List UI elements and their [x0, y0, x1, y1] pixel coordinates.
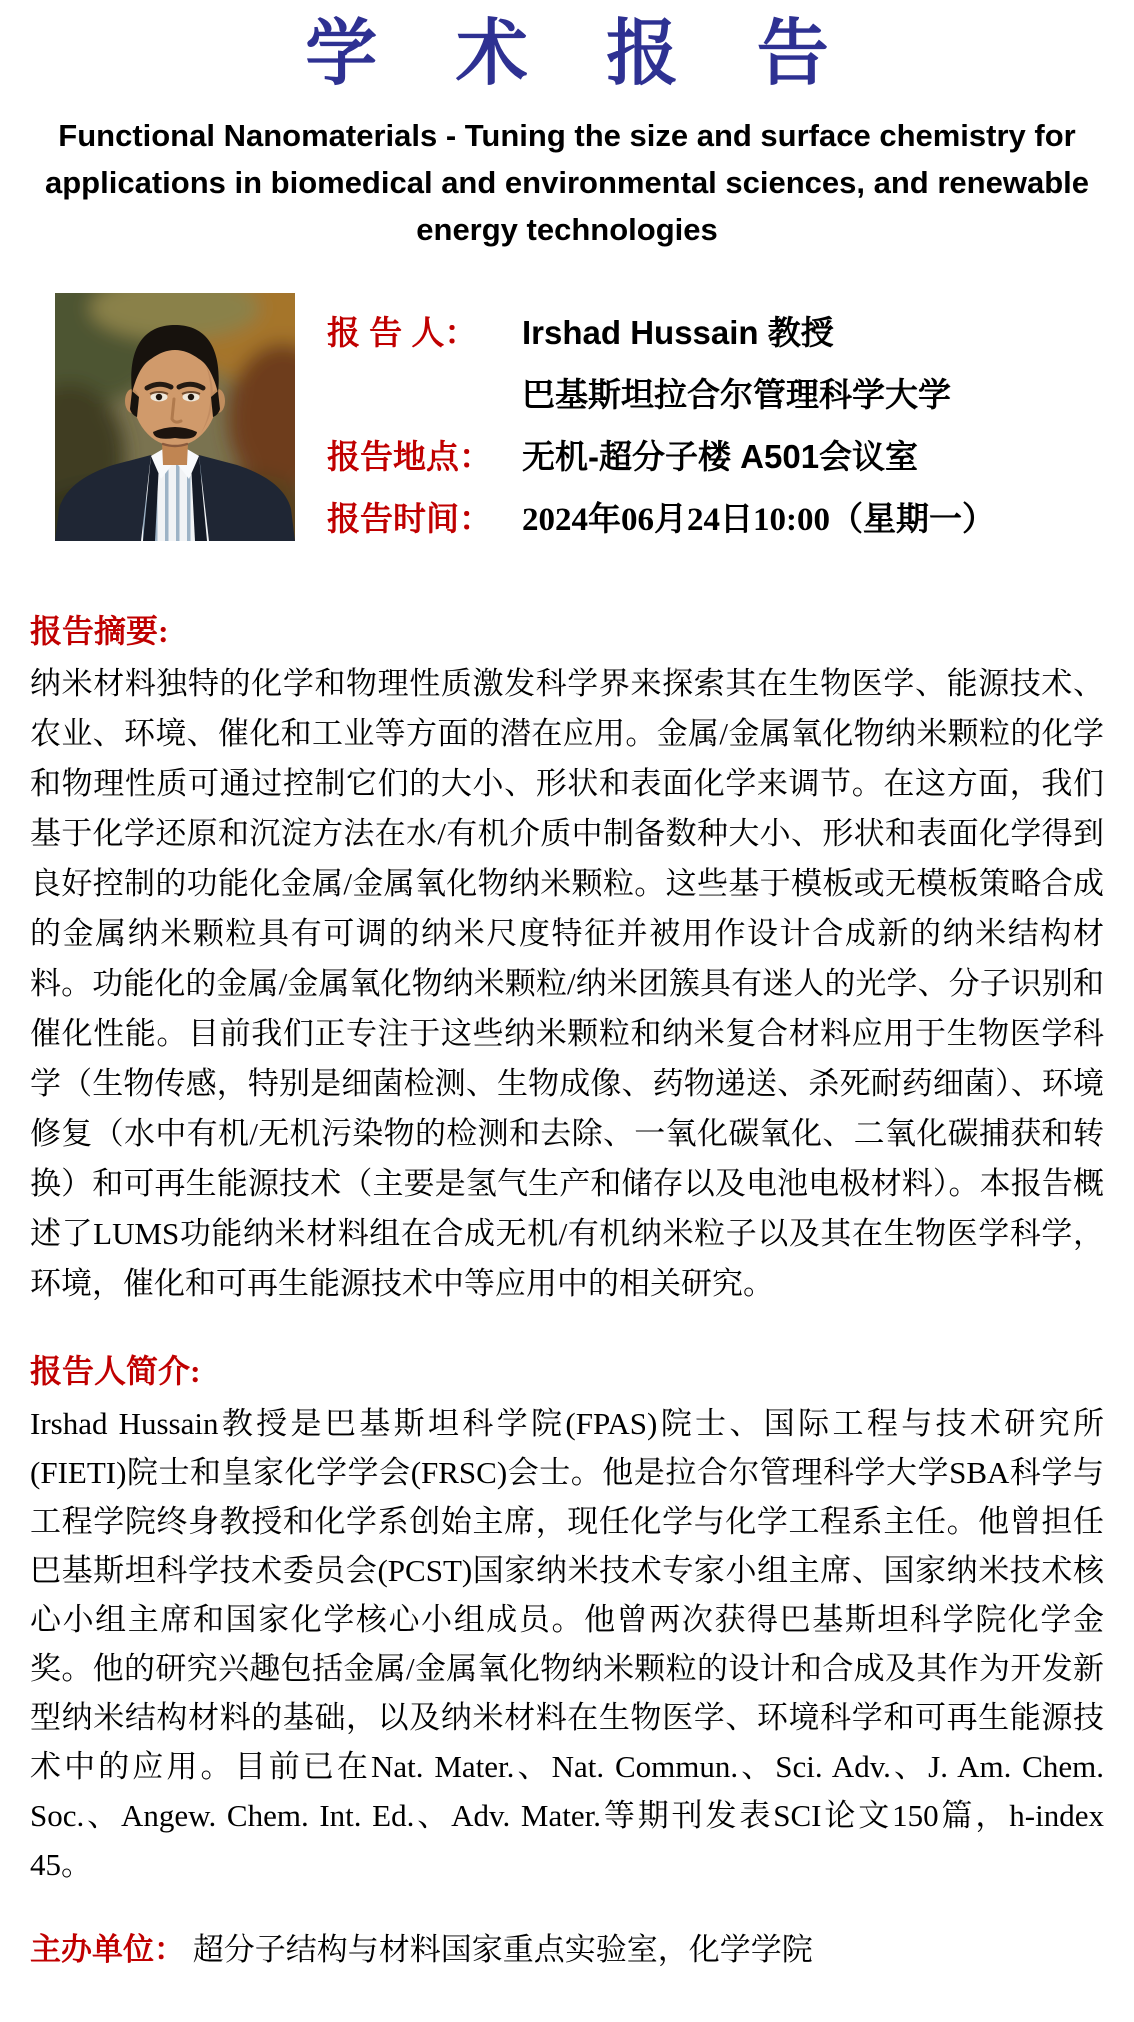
speaker-line — [327, 299, 995, 361]
speaker-portrait-illustration — [55, 293, 295, 541]
host-line — [30, 1927, 1104, 1973]
bio-heading: 报告人简介: — [30, 1353, 201, 1389]
speaker-info — [327, 293, 995, 547]
speaker-name: Irshad Hussain 教授 — [522, 313, 834, 351]
location-label: 报告地点： — [327, 437, 492, 475]
location-value: 无机-超分子楼 A501会议室 — [522, 437, 919, 475]
speaker-label: 报 告 人： — [327, 313, 478, 351]
location-line — [327, 423, 995, 485]
affiliation-line — [327, 361, 995, 423]
abstract-body: 纳米材料独特的化学和物理性质激发科学界来探索其在生物医学、能源技术、农业、环境、催化和工业等方面的潜在应用。金属/金属氧化物纳米颗粒的化学和物理性质可通过控制它们的大小、形状和表面化学来调节。在这方面，我们基于化学还原和沉淀方法在水/有机介质中制备数种大小、形状和表面化学得到良好控制的功能化金属/金属氧化物纳米颗粒。这些基于模板或无模板策略合成的金属纳米颗粒具有可调的纳米尺度特征并被用作设计合成新的纳米结构材料。功能化的金属/金属氧化物纳米颗粒/纳米团簇具有迷人的光学、分子识别和催化性能。目前我们正专注于这些纳米颗粒和纳米复合材料应用于生物医学科学（生物传感，特别是细菌检测、生物成像、药物递送、杀死耐药细菌）、环境修复（水中有机/无机污染物的检测和去除、一氧化碳氧化、二氧化碳捕获和转换）和可再生能源技术（主要是氢气生产和储存以及电池电极材料）。本报告概述了LUMS功能纳米材料组在合成无机/有机纳米粒子以及其在生物医学科学，环境，催化和可再生能源技术中等应用中的相关研究。 — [30, 666, 1104, 1301]
time-value: 2024年06月24日10:00（星期一） — [522, 501, 995, 538]
time-label: 报告时间： — [327, 499, 492, 537]
talk-title: Functional Nanomaterials - Tuning the size and surface chemistry for applications in biomedical and environmental sciences, and renewable energy technologies — [45, 118, 1089, 247]
speaker-section — [55, 293, 1134, 547]
abstract-heading: 报告摘要: — [30, 613, 169, 649]
bio-section — [30, 1349, 1104, 1889]
speaker-affiliation: 巴基斯坦拉合尔管理科学大学 — [522, 377, 951, 414]
bio-body: Irshad Hussain教授是巴基斯坦科学院(FPAS)院士、国际工程与技术研究所(FIETI)院士和皇家化学学会(FRSC)会士。他是拉合尔管理科学大学SBA科学与工程学院终身教授和化学系创始主席，现任化学与化学工程系主任。他曾担任巴基斯坦科学技术委员会(PCST)国家纳米技术专家小组主席、国家纳米技术核心小组主席和国家化学核心小组成员。他曾两次获得巴基斯坦科学院化学金奖。他的研究兴趣包括金属/金属氧化物纳米颗粒的设计和合成及其作为开发新型纳米结构材料的基础，以及纳米材料在生物医学、环境科学和可再生能源技术中的应用。目前已在Nat. Mater.、Nat. Commun.、Sci. Adv.、J. Am. Chem. Soc.、Angew. Chem. Int. Ed.、Adv. Mater.等期刊发表SCI论文150篇，h-index 45。 — [30, 1406, 1104, 1882]
abstract-section — [30, 609, 1104, 1309]
host-value: 超分子结构与材料国家重点实验室，化学学院 — [192, 1932, 813, 1967]
host-label: 主办单位： — [30, 1932, 185, 1967]
page-title: 学 术 报 告 — [305, 14, 859, 94]
speaker-photo — [55, 293, 295, 541]
time-line — [327, 485, 995, 547]
